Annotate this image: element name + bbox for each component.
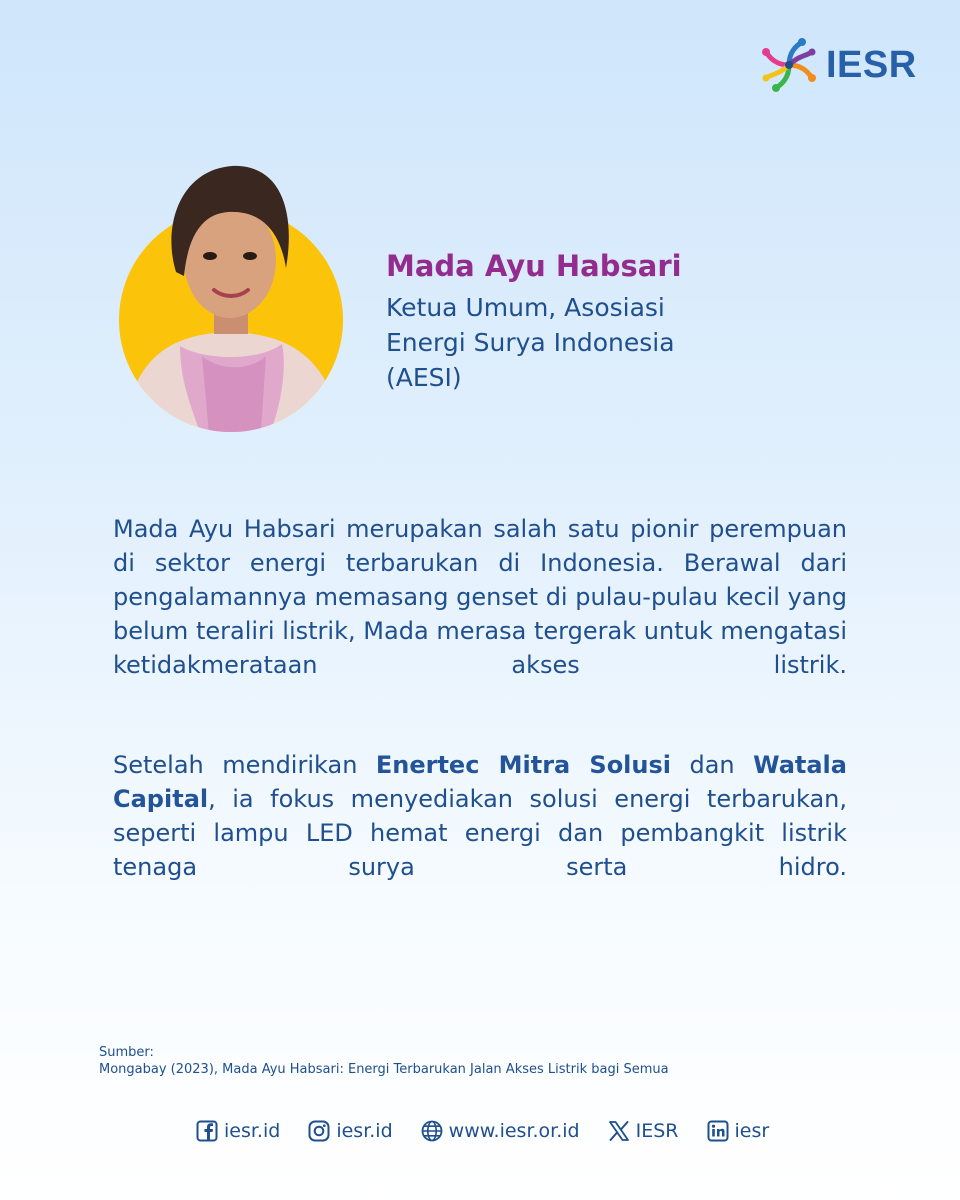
social-label: iesr.id: [224, 1120, 281, 1142]
social-label: www.iesr.or.id: [448, 1120, 580, 1142]
ventures-text-start: Setelah mendirikan: [113, 751, 376, 779]
iesr-swirl-logo-icon: [758, 34, 820, 96]
linkedin-icon: [707, 1120, 729, 1142]
company-watala: Watala Capital: [113, 751, 847, 813]
social-facebook[interactable]: [196, 1120, 280, 1142]
company-enertec: Enertec Mitra Solusi: [375, 751, 672, 779]
portrait-photo: [110, 156, 360, 446]
instagram-icon: [308, 1120, 330, 1142]
social-label: iesr.id: [336, 1120, 393, 1142]
source-note: [99, 1044, 669, 1078]
facebook-icon: [196, 1120, 218, 1142]
source-citation: Mongabay (2023), Mada Ayu Habsari: Energi Terbarukan Jalan Akses Listrik bagi Semua: [99, 1062, 669, 1077]
social-x[interactable]: [608, 1120, 679, 1142]
social-label: iesr: [734, 1120, 770, 1142]
profile-name: Mada Ayu Habsari: [386, 249, 682, 283]
social-instagram[interactable]: [308, 1120, 392, 1142]
profile-block: [386, 248, 682, 395]
source-label: Sumber:: [99, 1045, 154, 1060]
ventures-paragraph: [113, 748, 847, 918]
profile-role-line: Ketua Umum, Asosiasi: [386, 293, 665, 322]
profile-role: [386, 290, 682, 395]
iesr-logo: [758, 34, 917, 96]
ventures-text-mid: dan: [671, 751, 754, 779]
globe-icon: [421, 1120, 443, 1142]
social-website[interactable]: [421, 1120, 580, 1142]
intro-paragraph: Mada Ayu Habsari merupakan salah satu pionir perempuan di sektor energi terbarukan di Indonesia. Berawal dari pengalamannya memasang genset di pulau-pulau kecil yang belum teraliri listrik, Mada merasa tergerak untuk mengatasi ketidakmerataan akses listrik.: [113, 515, 847, 679]
x-icon: [608, 1120, 630, 1142]
profile-role-line: (AESI): [386, 363, 462, 392]
profile-role-line: Energi Surya Indonesia: [386, 328, 675, 357]
social-linkedin[interactable]: [707, 1120, 770, 1142]
social-label: IESR: [635, 1120, 679, 1142]
social-bar: [196, 1120, 769, 1142]
logo-wordmark: IESR: [826, 43, 917, 86]
ventures-text-end: , ia fokus menyediakan solusi energi terbarukan, seperti lampu LED hemat energi dan pembangkit listrik tenaga surya serta hidro.: [113, 785, 847, 881]
